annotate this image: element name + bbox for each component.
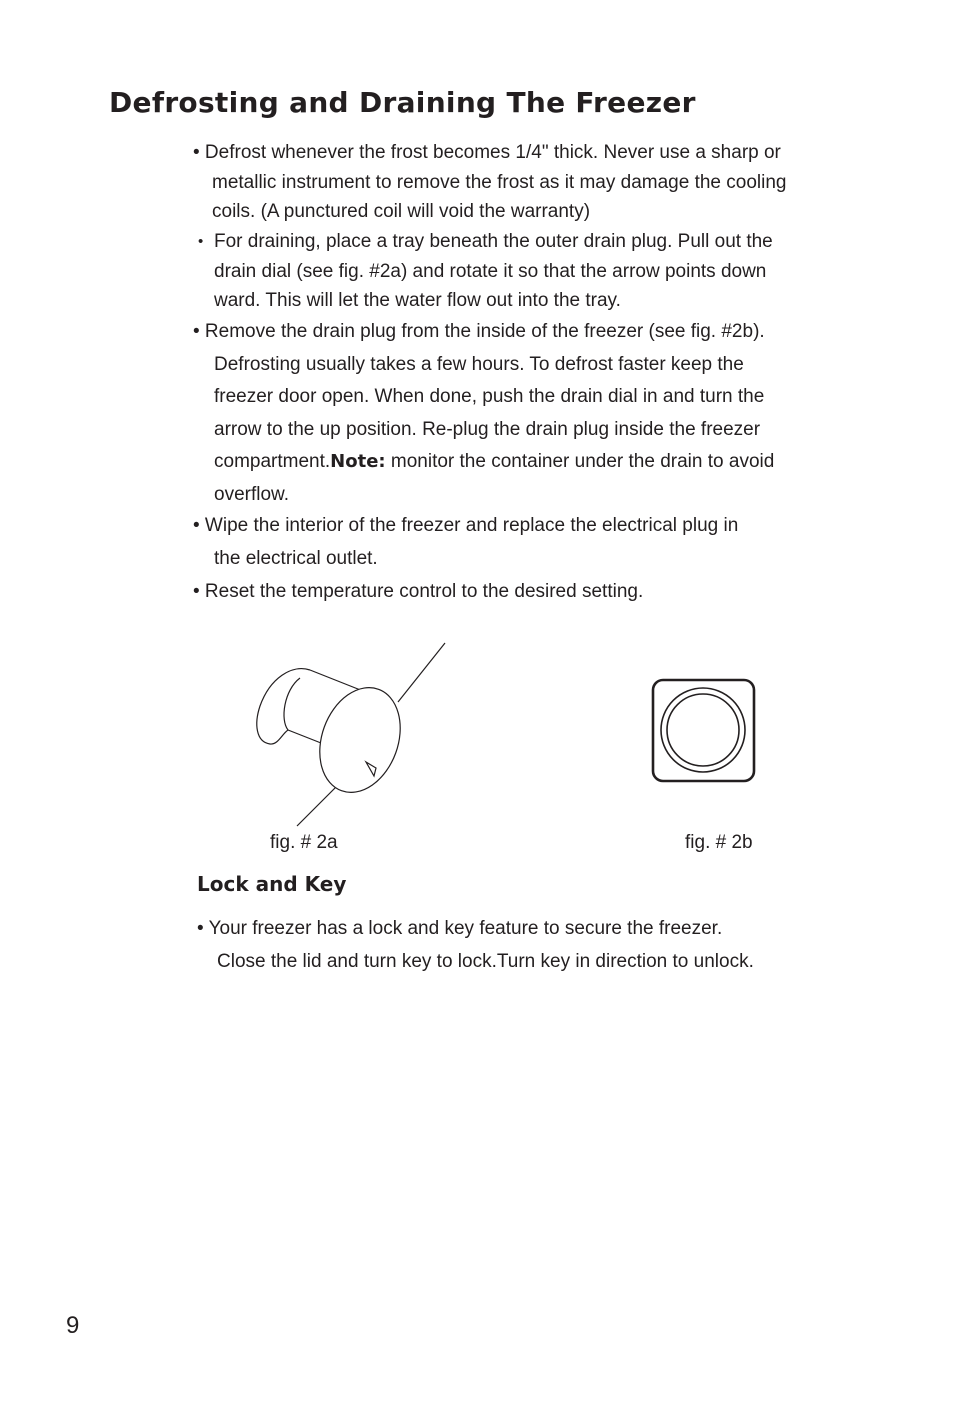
text-line: Close the lid and turn key to lock.Turn key in direction to unlock. xyxy=(217,950,754,972)
text-line: • Defrost whenever the frost becomes 1/4" thick. Never use a sharp or xyxy=(193,142,781,163)
plug-outer-ring xyxy=(661,688,745,772)
leader-line xyxy=(398,643,445,702)
page-number: 9 xyxy=(66,1312,80,1339)
text-line: Defrosting usually takes a few hours. To defrost faster keep the xyxy=(214,353,744,375)
text-line: drain dial (see fig. #2a) and rotate it so that the arrow points down xyxy=(214,260,767,282)
text-line: the electrical outlet. xyxy=(214,547,378,569)
note-label: Note: xyxy=(330,451,386,473)
defrost-paragraph xyxy=(193,138,883,227)
text-line xyxy=(193,446,883,479)
plug-inner-ring xyxy=(667,694,739,766)
text-line: • Your freezer has a lock and key feature to secure the freezer. xyxy=(197,918,723,939)
reset-paragraph: • Reset the temperature control to the desired setting. xyxy=(193,581,644,602)
drain-dial-illustration xyxy=(250,638,460,830)
leader-line xyxy=(297,784,339,826)
lock-and-key-heading: Lock and Key xyxy=(197,872,347,896)
text-line: freezer door open. When done, push the drain dial in and turn the xyxy=(214,386,765,408)
text-line: ward. This will let the water flow out into the tray. xyxy=(214,290,621,311)
page-title: Defrosting and Draining The Freezer xyxy=(109,86,696,119)
wipe-paragraph xyxy=(193,510,883,575)
text-line: coils. (A punctured coil will void the warranty) xyxy=(212,201,591,222)
dial-flange-inner xyxy=(284,678,300,730)
drain-plug-paragraph xyxy=(193,316,883,512)
text-line: • Remove the drain plug from the inside of the freezer (see fig. #2b). xyxy=(193,321,765,342)
text-run: For draining, place a tray beneath the outer drain plug. Pull out the xyxy=(214,231,773,252)
text-line xyxy=(193,227,883,257)
bullet: • xyxy=(198,233,204,250)
text-run: compartment. xyxy=(214,451,331,473)
figure-caption-2b: fig. # 2b xyxy=(685,832,753,853)
text-line: metallic instrument to remove the frost as it may damage the cooling xyxy=(212,171,787,193)
text-line: • Wipe the interior of the freezer and replace the electrical plug in xyxy=(193,515,739,536)
text-line: arrow to the up position. Re-plug the drain plug inside the freezer xyxy=(214,418,761,440)
draining-paragraph xyxy=(193,227,883,316)
figure-caption-2a: fig. # 2a xyxy=(270,832,338,853)
text-run: monitor the container under the drain to avoid xyxy=(385,451,775,473)
dial-face xyxy=(306,676,414,803)
drain-plug-illustration xyxy=(648,676,760,788)
text-line: overflow. xyxy=(214,483,289,505)
lock-paragraph xyxy=(197,913,887,978)
